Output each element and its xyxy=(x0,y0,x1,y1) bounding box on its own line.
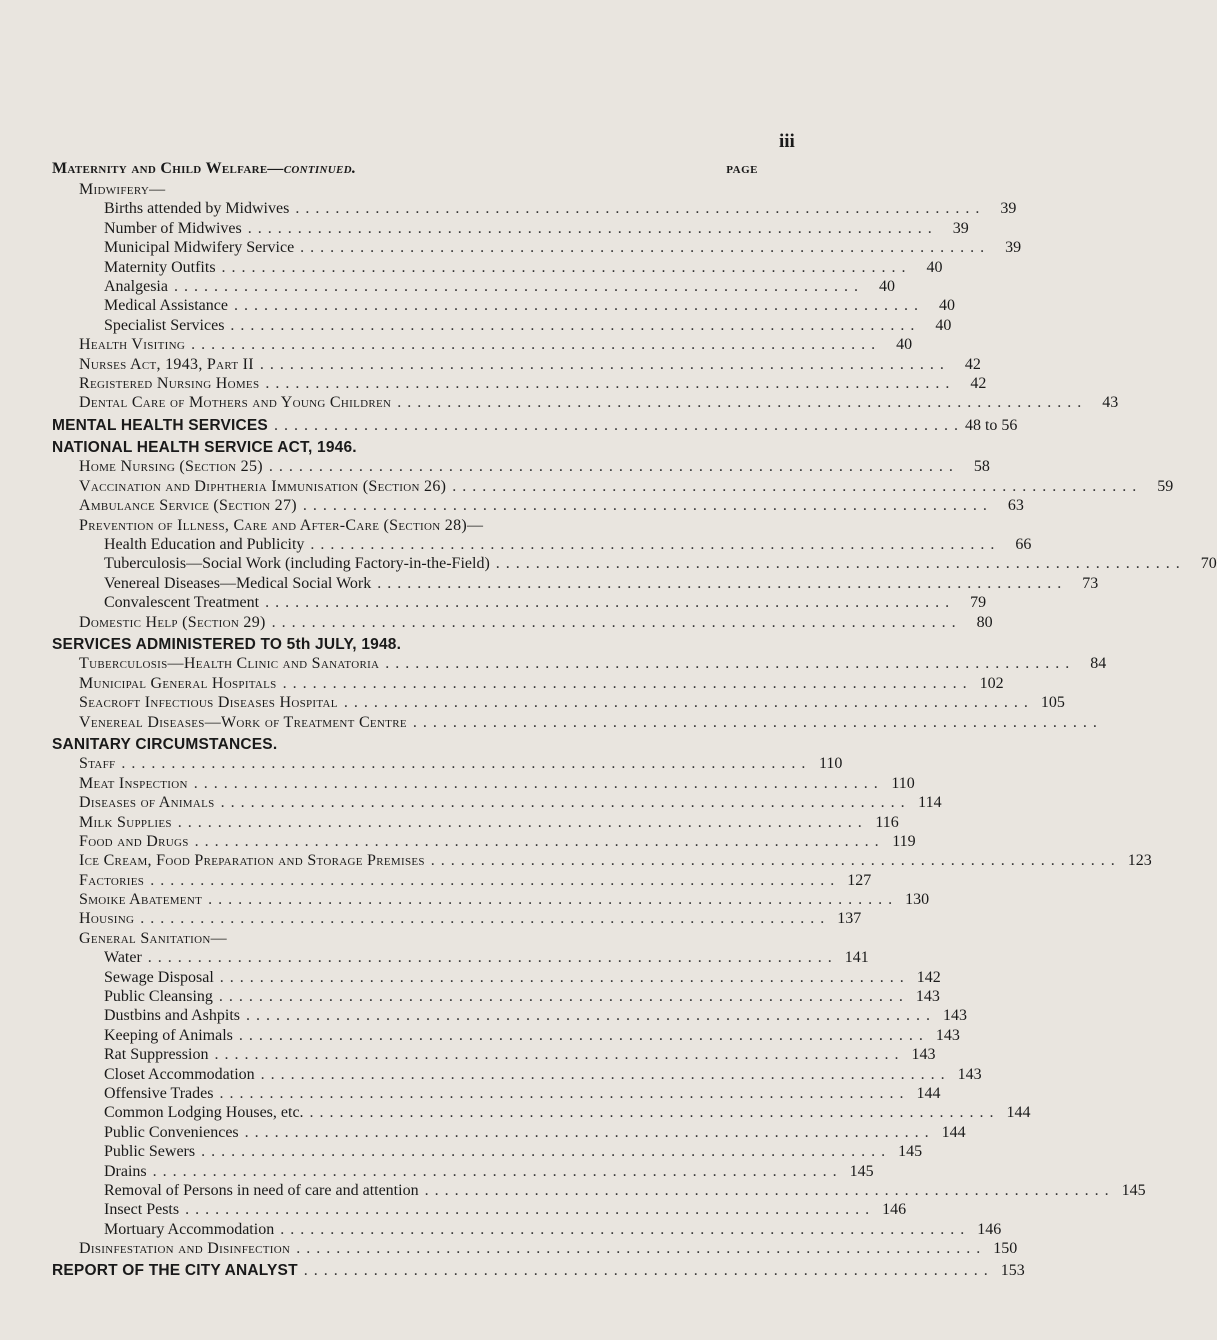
toc-entry xyxy=(52,316,952,335)
toc-entry xyxy=(52,416,1018,435)
leader-dots: . . . . . . . . . . . . . . . . . . . . . . . . . . . . . . . . . . . . . . . . . . . . . . . . . . . . . . . . . . . . . . . . . . . . . xyxy=(343,694,1029,712)
toc-entry-title: Keeping of Animals xyxy=(104,1026,233,1044)
toc-entry-page: 110 xyxy=(891,774,915,792)
toc-entry-title: Specialist Services xyxy=(104,316,225,334)
toc-entry-title: Ambulance Service (Section 27) xyxy=(79,497,297,515)
toc-entry-title: Sewage Disposal xyxy=(104,968,214,986)
toc-entry-page: 39 xyxy=(1005,239,1022,257)
toc-entry-title: Medical Assistance xyxy=(104,297,228,315)
toc-entry-title: Milk Supplies xyxy=(79,813,172,831)
toc-entry-page: 102 xyxy=(979,674,1004,692)
leader-dots: . . . . . . . . . . . . . . . . . . . . . . . . . . . . . . . . . . . . . . . . . . . . . . . . . . . . . . . . . . . . . . . . . . . . . xyxy=(280,1220,966,1238)
toc-entry-page: 145 xyxy=(849,1162,874,1180)
toc-entry xyxy=(52,199,1017,218)
toc-entry xyxy=(52,554,1217,573)
leader-dots: . . . . . . . . . . . . . . . . . . . . . . . . . . . . . . . . . . . . . . . . . . . . . . . . . . . . . . . . . . . . . . . . . . . . . xyxy=(140,910,826,928)
toc-entry xyxy=(52,1239,1018,1258)
toc-entry-title: Maternity Outfits xyxy=(104,258,216,276)
toc-entry xyxy=(52,1065,982,1084)
page-number: iii xyxy=(779,131,795,152)
leader-dots: . . . . . . . . . . . . . . . . . . . . . . . . . . . . . . . . . . . . . . . . . . . . . . . . . . . . . . . . . . . . . . . . . . . . . xyxy=(310,536,996,554)
toc-entry xyxy=(52,929,758,948)
toc-entry-title: Rat Suppression xyxy=(104,1046,209,1064)
toc-entry-title: Registered Nursing Homes xyxy=(79,374,260,392)
toc-entry xyxy=(52,535,1032,554)
toc-entry-title: Smoike Abatement xyxy=(79,891,203,909)
toc-entry-page: 63 xyxy=(1007,497,1024,515)
leader-dots: . . . . . . . . . . . . . . . . . . . . . . . . . . . . . . . . . . . . . . . . . . . . . . . . . . . . . . . . . . . . . . . . . . . . . xyxy=(177,813,863,831)
toc-entry xyxy=(52,613,993,632)
toc-entry-title: Births attended by Midwives xyxy=(104,200,290,218)
toc-entry xyxy=(52,180,758,199)
toc-entry-title: SANITARY CIRCUMSTANCES. xyxy=(52,735,278,753)
leader-dots: . . . . . . . . . . . . . . . . . . . . . . . . . . . . . . . . . . . . . . . . . . . . . . . . . . . . . . . . . . . . . . . . . . . . . xyxy=(244,1123,930,1141)
leader-dots: . . . . . . . . . . . . . . . . . . . . . . . . . . . . . . . . . . . . . . . . . . . . . . . . . . . . . . . . . . . . . . . . . . . . . xyxy=(452,477,1138,495)
leader-dots: . . . . . . . . . . . . . . . . . . . . . . . . . . . . . . . . . . . . . . . . . . . . . . . . . . . . . . . . . . . . . . . . . . . . . xyxy=(147,949,833,967)
toc-entry-page: 84 xyxy=(1090,655,1107,673)
toc-entry-title: Diseases of Animals xyxy=(79,794,215,812)
toc-entry-title: Midwifery— xyxy=(79,181,166,198)
toc-entry-title: Dustbins and Ashpits xyxy=(104,1007,241,1025)
toc-entry xyxy=(52,574,1099,593)
leader-dots: . . . . . . . . . . . . . . . . . . . . . . . . . . . . . . . . . . . . . . . . . . . . . . . . . . . . . . . . . . . . . . . . . . . . . xyxy=(208,891,894,909)
toc-entry-title: Venereal Diseases—Medical Social Work xyxy=(104,574,372,592)
toc-entry-page: 146 xyxy=(977,1220,1002,1238)
toc-entry xyxy=(52,593,987,612)
toc-entry-page: 153 xyxy=(1000,1262,1025,1280)
toc-entry-title: Convalescent Treatment xyxy=(104,594,260,612)
toc-entry-title: Prevention of Illness, Care and After-Care (Section 28)— xyxy=(79,516,484,534)
toc-entry xyxy=(52,1026,960,1045)
leader-dots: . . . . . . . . . . . . . . . . . . . . . . . . . . . . . . . . . . . . . . . . . . . . . . . . . . . . . . . . . . . . . . . . . . . . . xyxy=(230,316,916,334)
leader-dots: . . . . . . . . . . . . . . . . . . . . . . . . . . . . . . . . . . . . . . . . . . . . . . . . . . . . . . . . . . . . . . . . . . . . . xyxy=(219,968,905,986)
toc-entry xyxy=(52,496,1024,515)
leader-dots: . . . . . . . . . . . . . . . . . . . . . . . . . . . . . . . . . . . . . . . . . . . . . . . . . . . . . . . . . . . . . . . . . . . . . xyxy=(273,416,959,434)
toc-entry-title: Analgesia xyxy=(104,277,168,295)
leader-dots: . . . . . . . . . . . . . . . . . . . . . . . . . . . . . . . . . . . . . . . . . . . . . . . . . . . . . . . . . . . . . . . . . . . . . xyxy=(412,713,1098,731)
toc-entry-page: 40 xyxy=(935,316,952,334)
toc-entry-title: Housing xyxy=(79,910,135,928)
section-title xyxy=(52,158,356,180)
toc-entry xyxy=(52,277,895,296)
toc-entry xyxy=(52,654,1107,673)
leader-dots: . . . . . . . . . . . . . . . . . . . . . . . . . . . . . . . . . . . . . . . . . . . . . . . . . . . . . . . . . . . . . . . . . . . . . xyxy=(300,239,986,257)
section-title-text: Maternity and Child Welfare xyxy=(52,160,268,177)
toc-entry xyxy=(52,516,758,535)
toc-entry-title: Municipal General Hospitals xyxy=(79,674,277,692)
toc-entry xyxy=(52,1181,1146,1200)
toc-entry xyxy=(52,1045,936,1064)
toc-entry xyxy=(52,813,899,832)
leader-dots: . . . . . . . . . . . . . . . . . . . . . . . . . . . . . . . . . . . . . . . . . . . . . . . . . . . . . . . . . . . . . . . . . . . . . xyxy=(152,1162,838,1180)
toc-entry-page: 143 xyxy=(935,1026,960,1044)
toc-entry xyxy=(52,1220,1002,1239)
toc-entry xyxy=(52,238,1022,257)
toc-entry-page: 146 xyxy=(882,1201,907,1219)
toc-entry-page: 40 xyxy=(926,258,943,276)
toc-entry-page: 143 xyxy=(943,1007,968,1025)
toc-entry-page: 145 xyxy=(898,1143,923,1161)
toc-entry xyxy=(52,258,943,277)
leader-dots: . . . . . . . . . . . . . . . . . . . . . . . . . . . . . . . . . . . . . . . . . . . . . . . . . . . . . . . . . . . . . . . . . . . . . xyxy=(150,871,836,889)
toc-entry xyxy=(52,909,862,928)
toc-entry xyxy=(52,948,869,967)
toc-entry xyxy=(52,890,930,909)
toc-entry xyxy=(52,1103,1031,1122)
toc-entry-title: Seacroft Infectious Diseases Hospital xyxy=(79,694,338,712)
toc-entry-page: 127 xyxy=(847,871,872,889)
toc-entry-title: Water xyxy=(104,949,142,967)
toc-entry-title: Staff xyxy=(79,755,116,773)
toc-entry-page: 39 xyxy=(952,219,969,237)
leader-dots: . . . . . . . . . . . . . . . . . . . . . . . . . . . . . . . . . . . . . . . . . . . . . . . . . . . . . . . . . . . . . . . . . . . . . xyxy=(397,394,1083,412)
toc-entry xyxy=(52,1261,1025,1280)
toc-entry-title: Venereal Diseases—Work of Treatment Centre xyxy=(79,713,407,731)
toc-entry xyxy=(52,374,987,393)
toc-entry xyxy=(52,1162,874,1181)
toc-entry-page: 58 xyxy=(973,458,990,476)
toc-entry-title: Offensive Trades xyxy=(104,1084,214,1102)
toc-entry xyxy=(52,296,955,315)
toc-entry-page: 42 xyxy=(964,355,981,373)
leader-dots: . . . . . . . . . . . . . . . . . . . . . . . . . . . . . . . . . . . . . . . . . . . . . . . . . . . . . . . . . . . . . . . . . . . . . xyxy=(260,1065,946,1083)
toc-entry-page: 70 xyxy=(1200,555,1217,573)
toc-entry-title: Removal of Persons in need of care and attention xyxy=(104,1181,419,1199)
leader-dots: . . . . . . . . . . . . . . . . . . . . . . . . . . . . . . . . . . . . . . . . . . . . . . . . . . . . . . . . . . . . . . . . . . . . . xyxy=(221,258,907,276)
toc-entry-title: Nurses Act, 1943, Part II xyxy=(79,355,254,373)
leader-dots: . . . . . . . . . . . . . . . . . . . . . . . . . . . . . . . . . . . . . . . . . . . . . . . . . . . . . . . . . . . . . . . . . . . . . xyxy=(265,374,951,392)
leader-dots: . . . . . . . . . . . . . . . . . . . . . . . . . . . . . . . . . . . . . . . . . . . . . . . . . . . . . . . . . . . . . . . . . . . . . xyxy=(430,852,1116,870)
leader-dots: . . . . . . . . . . . . . . . . . . . . . . . . . . . . . . . . . . . . . . . . . . . . . . . . . . . . . . . . . . . . . . . . . . . . . xyxy=(185,1201,871,1219)
leader-dots: . . . . . . . . . . . . . . . . . . . . . . . . . . . . . . . . . . . . . . . . . . . . . . . . . . . . . . . . . . . . . . . . . . . . . xyxy=(303,1262,989,1280)
leader-dots: . . . . . . . . . . . . . . . . . . . . . . . . . . . . . . . . . . . . . . . . . . . . . . . . . . . . . . . . . . . . . . . . . . . . . xyxy=(385,655,1071,673)
toc-entry-page: 40 xyxy=(878,277,895,295)
toc-entry-page: 145 xyxy=(1121,1181,1146,1199)
toc-entry-page: 142 xyxy=(916,968,941,986)
toc-entry xyxy=(52,987,940,1006)
leader-dots: . . . . . . . . . . . . . . . . . . . . . . . . . . . . . . . . . . . . . . . . . . . . . . . . . . . . . . . . . . . . . . . . . . . . . xyxy=(214,1046,900,1064)
toc-entry-page: 105 xyxy=(1040,694,1065,712)
toc-entry-page: 73 xyxy=(1082,574,1099,592)
toc-entry-page: 143 xyxy=(915,988,940,1006)
toc-entry xyxy=(52,457,990,476)
toc-entry-title: Tuberculosis—Social Work (including Factory-in-the-Field) xyxy=(104,555,490,573)
leader-dots: . . . . . . . . . . . . . . . . . . . . . . . . . . . . . . . . . . . . . . . . . . . . . . . . . . . . . . . . . . . . . . . . . . . . . xyxy=(495,555,1181,573)
toc-entry xyxy=(52,335,913,354)
toc-entry xyxy=(52,1200,907,1219)
leader-dots: . . . . . . . . . . . . . . . . . . . . . . . . . . . . . . . . . . . . . . . . . . . . . . . . . . . . . . . . . . . . . . . . . . . . . xyxy=(282,674,968,692)
leader-dots: . . . . . . . . . . . . . . . . . . . . . . . . . . . . . . . . . . . . . . . . . . . . . . . . . . . . . . . . . . . . . . . . . . . . . xyxy=(296,1240,982,1258)
toc-entry xyxy=(52,1123,966,1142)
toc-entry-title: Disinfestation and Disinfection xyxy=(79,1240,291,1258)
toc-entry-page: 79 xyxy=(970,594,987,612)
toc-entry-page: 130 xyxy=(905,891,930,909)
toc-entry-page: 141 xyxy=(844,949,869,967)
toc-entry xyxy=(52,735,758,754)
toc-entry-title: REPORT OF THE CITY ANALYST xyxy=(52,1262,298,1280)
toc-entry-page: 66 xyxy=(1015,536,1032,554)
toc-entry-title: Drains xyxy=(104,1162,147,1180)
toc-entry-page: 143 xyxy=(957,1065,982,1083)
toc-entry-page: 137 xyxy=(837,910,862,928)
toc-entry-page: 43 xyxy=(1102,394,1119,412)
toc-entry-title: Food and Drugs xyxy=(79,832,189,850)
toc-entry-title: Number of Midwives xyxy=(104,219,242,237)
toc-entry xyxy=(52,774,915,793)
toc-entry-title: Domestic Help (Section 29) xyxy=(79,613,266,631)
toc-entry-page: 80 xyxy=(976,613,993,631)
toc-entry-page: 144 xyxy=(941,1123,966,1141)
toc-entry xyxy=(52,674,1004,693)
table-of-contents xyxy=(52,158,1217,1281)
toc-entry-title: NATIONAL HEALTH SERVICE ACT, 1946. xyxy=(52,439,357,457)
toc-entry-title: MENTAL HEALTH SERVICES xyxy=(52,416,268,434)
toc-entry-title: Health Education and Publicity xyxy=(104,536,305,554)
leader-dots: . . . . . . . . . . . . . . . . . . . . . . . . . . . . . . . . . . . . . . . . . . . . . . . . . . . . . . . . . . . . . . . . . . . . . xyxy=(295,200,981,218)
leader-dots: . . . . . . . . . . . . . . . . . . . . . . . . . . . . . . . . . . . . . . . . . . . . . . . . . . . . . . . . . . . . . . . . . . . . . xyxy=(233,297,919,315)
leader-dots: . . . . . . . . . . . . . . . . . . . . . . . . . . . . . . . . . . . . . . . . . . . . . . . . . . . . . . . . . . . . . . . . . . . . . xyxy=(265,594,951,612)
toc-entry-page: 114 xyxy=(918,794,942,812)
toc-entry-page: 144 xyxy=(1006,1104,1031,1122)
section-header xyxy=(52,158,758,180)
toc-entry xyxy=(52,1142,923,1161)
leader-dots: . . . . . . . . . . . . . . . . . . . . . . . . . . . . . . . . . . . . . . . . . . . . . . . . . . . . . . . . . . . . . . . . . . . . . xyxy=(173,277,859,295)
toc-entry-page: 48 to 56 xyxy=(964,416,1018,434)
toc-entry xyxy=(52,355,981,374)
toc-entry xyxy=(52,832,916,851)
toc-entries xyxy=(52,180,1217,1281)
toc-entry-title: Tuberculosis—Health Clinic and Sanatoria xyxy=(79,655,380,673)
toc-entry-title: Factories xyxy=(79,871,145,889)
toc-entry xyxy=(52,851,1152,870)
toc-entry-page: 39 xyxy=(1000,200,1017,218)
toc-entry xyxy=(52,1006,968,1025)
leader-dots: . . . . . . . . . . . . . . . . . . . . . . . . . . . . . . . . . . . . . . . . . . . . . . . . . . . . . . . . . . . . . . . . . . . . . xyxy=(271,613,957,631)
leader-dots: . . . . . . . . . . . . . . . . . . . . . . . . . . . . . . . . . . . . . . . . . . . . . . . . . . . . . . . . . . . . . . . . . . . . . xyxy=(218,988,904,1006)
toc-entry-title: Meat Inspection xyxy=(79,774,188,792)
toc-entry-title: Public Cleansing xyxy=(104,988,213,1006)
toc-entry-title: Mortuary Accommodation xyxy=(104,1220,275,1238)
toc-entry-title: Ice Cream, Food Preparation and Storage Premises xyxy=(79,852,425,870)
leader-dots: . . . . . . . . . . . . . . . . . . . . . . . . . . . . . . . . . . . . . . . . . . . . . . . . . . . . . . . . . . . . . . . . . . . . . xyxy=(121,755,807,773)
toc-entry xyxy=(52,393,1119,412)
toc-entry-title: Dental Care of Mothers and Young Children xyxy=(79,394,392,412)
toc-entry-title: Public Conveniences xyxy=(104,1123,239,1141)
toc-entry-page: 119 xyxy=(892,832,916,850)
leader-dots: . . . . . . . . . . . . . . . . . . . . . . . . . . . . . . . . . . . . . . . . . . . . . . . . . . . . . . . . . . . . . . . . . . . . . xyxy=(191,336,877,354)
toc-entry-page: 123 xyxy=(1127,852,1152,870)
page-column-label: page xyxy=(726,160,758,177)
toc-entry-title: General Sanitation— xyxy=(79,929,227,947)
leader-dots: . . . . . . . . . . . . . . . . . . . . . . . . . . . . . . . . . . . . . . . . . . . . . . . . . . . . . . . . . . . . . . . . . . . . . xyxy=(220,794,906,812)
toc-entry-title: Closet Accommodation xyxy=(104,1065,255,1083)
toc-entry xyxy=(52,754,843,773)
toc-entry-title: Home Nursing (Section 25) xyxy=(79,458,263,476)
toc-entry-title: Municipal Midwifery Service xyxy=(104,239,295,257)
toc-entry xyxy=(52,793,942,812)
leader-dots: . . . . . . . . . . . . . . . . . . . . . . . . . . . . . . . . . . . . . . . . . . . . . . . . . . . . . . . . . . . . . . . . . . . . . xyxy=(201,1143,887,1161)
leader-dots: . . . . . . . . . . . . . . . . . . . . . . . . . . . . . . . . . . . . . . . . . . . . . . . . . . . . . . . . . . . . . . . . . . . . . xyxy=(302,497,988,515)
toc-entry xyxy=(52,1084,941,1103)
toc-entry-page: 59 xyxy=(1157,477,1174,495)
toc-entry xyxy=(52,713,1098,732)
toc-entry-page: 40 xyxy=(938,297,955,315)
toc-entry-title: SERVICES ADMINISTERED TO 5th JULY, 1948. xyxy=(52,635,402,653)
toc-entry-title: Vaccination and Diphtheria Immunisation (Section 26) xyxy=(79,477,447,495)
leader-dots: . . . . . . . . . . . . . . . . . . . . . . . . . . . . . . . . . . . . . . . . . . . . . . . . . . . . . . . . . . . . . . . . . . . . . xyxy=(247,219,933,237)
leader-dots: . . . . . . . . . . . . . . . . . . . . . . . . . . . . . . . . . . . . . . . . . . . . . . . . . . . . . . . . . . . . . . . . . . . . . xyxy=(193,774,879,792)
toc-entry xyxy=(52,635,758,654)
leader-dots: . . . . . . . . . . . . . . . . . . . . . . . . . . . . . . . . . . . . . . . . . . . . . . . . . . . . . . . . . . . . . . . . . . . . . xyxy=(377,574,1063,592)
leader-dots: . . . . . . . . . . . . . . . . . . . . . . . . . . . . . . . . . . . . . . . . . . . . . . . . . . . . . . . . . . . . . . . . . . . . . xyxy=(424,1181,1110,1199)
toc-entry xyxy=(52,968,941,987)
toc-entry xyxy=(52,477,1174,496)
leader-dots: . . . . . . . . . . . . . . . . . . . . . . . . . . . . . . . . . . . . . . . . . . . . . . . . . . . . . . . . . . . . . . . . . . . . . xyxy=(259,355,945,373)
continued-label: —continued. xyxy=(267,160,357,177)
toc-entry-page: 40 xyxy=(896,336,913,354)
toc-entry-page: 144 xyxy=(916,1084,941,1102)
toc-entry-title: Insect Pests xyxy=(104,1201,180,1219)
leader-dots: . . . . . . . . . . . . . . . . . . . . . . . . . . . . . . . . . . . . . . . . . . . . . . . . . . . . . . . . . . . . . . . . . . . . . xyxy=(238,1026,924,1044)
toc-entry-title: Health Visiting xyxy=(79,336,186,354)
leader-dots: . . . . . . . . . . . . . . . . . . . . . . . . . . . . . . . . . . . . . . . . . . . . . . . . . . . . . . . . . . . . . . . . . . . . . xyxy=(246,1007,932,1025)
leader-dots: . . . . . . . . . . . . . . . . . . . . . . . . . . . . . . . . . . . . . . . . . . . . . . . . . . . . . . . . . . . . . . . . . . . . . xyxy=(219,1084,905,1102)
leader-dots: . . . . . . . . . . . . . . . . . . . . . . . . . . . . . . . . . . . . . . . . . . . . . . . . . . . . . . . . . . . . . . . . . . . . . xyxy=(194,832,880,850)
toc-entry xyxy=(52,219,969,238)
toc-entry xyxy=(52,693,1065,712)
toc-entry xyxy=(52,871,872,890)
toc-entry xyxy=(52,438,758,457)
toc-entry-page: 143 xyxy=(911,1046,936,1064)
toc-entry-title: Public Sewers xyxy=(104,1143,196,1161)
toc-entry-page: 42 xyxy=(970,374,987,392)
toc-entry-title: Common Lodging Houses, etc. xyxy=(104,1104,304,1122)
toc-entry-page: 110 xyxy=(819,755,843,773)
leader-dots: . . . . . . . . . . . . . . . . . . . . . . . . . . . . . . . . . . . . . . . . . . . . . . . . . . . . . . . . . . . . . . . . . . . . . xyxy=(268,458,954,476)
leader-dots: . . . . . . . . . . . . . . . . . . . . . . . . . . . . . . . . . . . . . . . . . . . . . . . . . . . . . . . . . . . . . . . . . . . . . xyxy=(309,1104,995,1122)
toc-entry-page: 116 xyxy=(875,813,899,831)
toc-entry-page: 150 xyxy=(993,1240,1018,1258)
